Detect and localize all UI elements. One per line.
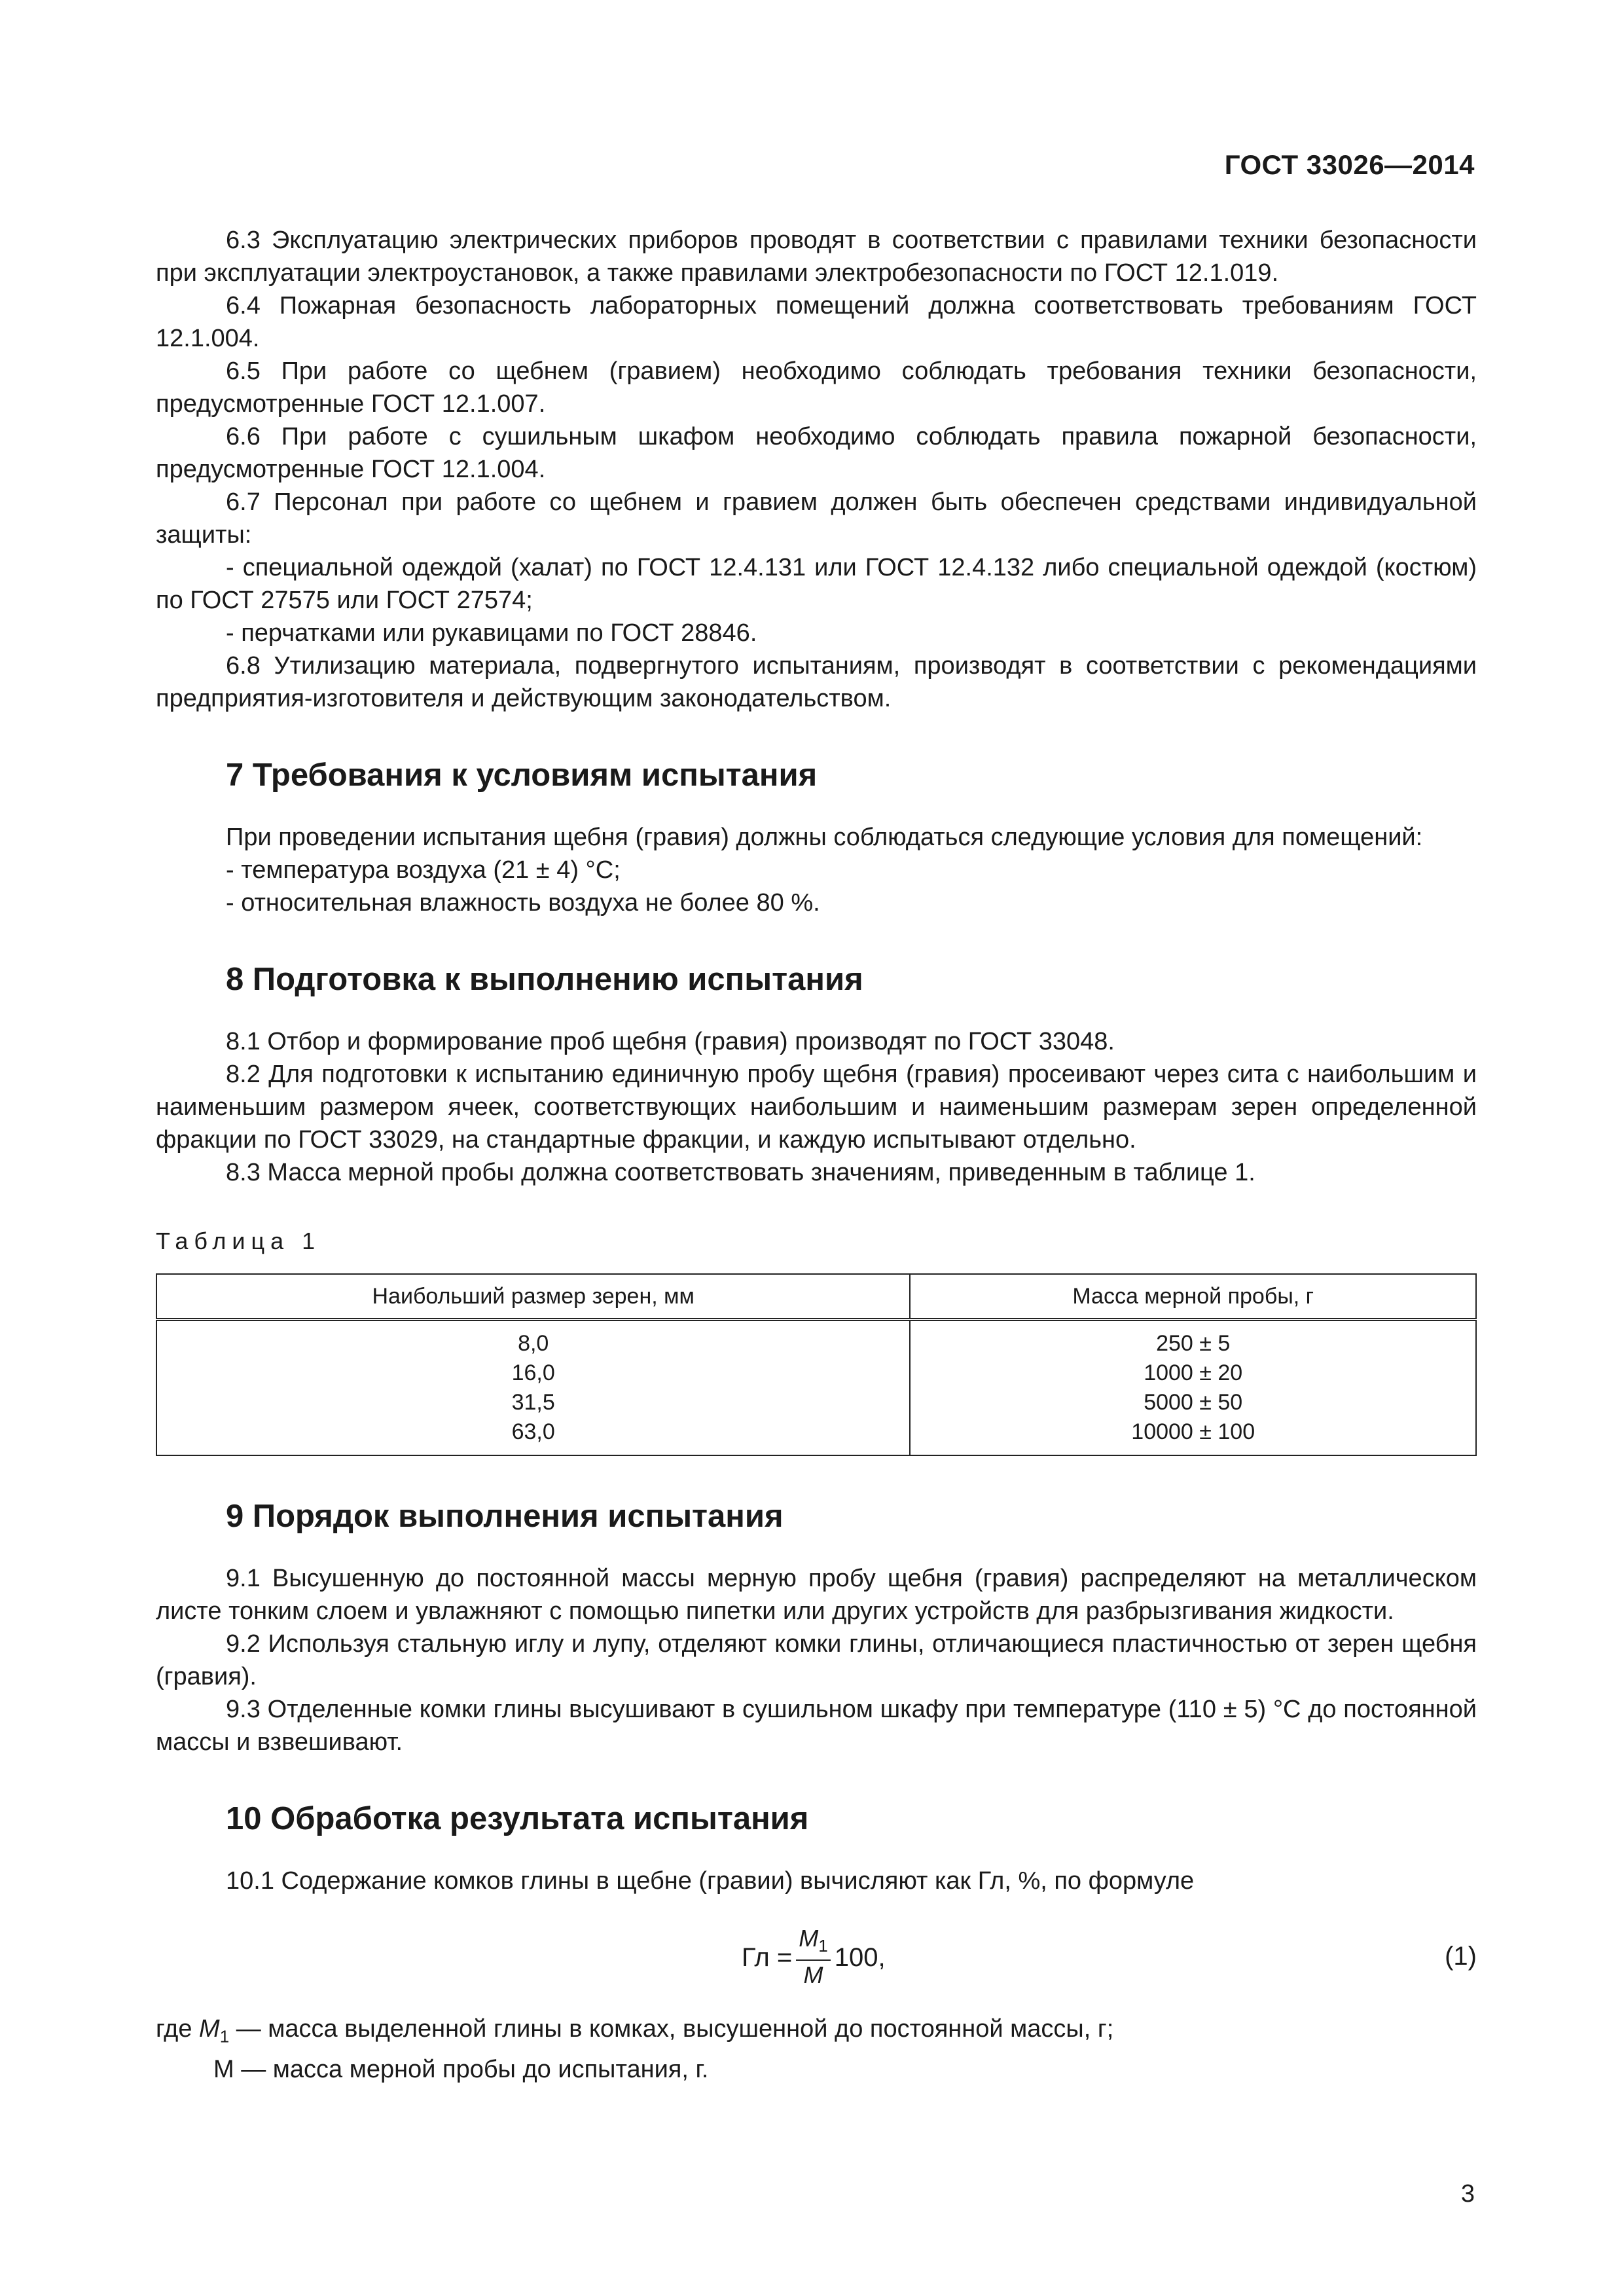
table-cell: 63,0 — [511, 1419, 555, 1444]
paragraph-6-5: 6.5 При работе со щебнем (гравием) необходимо соблюдать требования техники безопасности, предусмотренные ГОСТ 12.1.007. — [156, 357, 1477, 418]
table-cell: 1000 ± 20 — [1144, 1360, 1243, 1385]
formula-factor: 100, — [834, 1942, 886, 1972]
where-var-m1: M — [199, 2015, 220, 2043]
paragraph-8-3: 8.3 Масса мерной пробы должна соответствовать значениям, приведенным в таблице 1. — [226, 1159, 1255, 1186]
table-1 — [156, 1273, 1477, 1456]
paragraph-6-4: 6.4 Пожарная безопасность лабораторных помещений должна соответствовать требованиям ГОСТ 12.1.004. — [156, 292, 1477, 352]
table-cell: 250 ± 5 — [1156, 1331, 1231, 1356]
where-sub-m1: 1 — [219, 2026, 230, 2047]
table-header-sample-mass: Масса мерной пробы, г — [910, 1274, 1476, 1320]
where-var-m: M — [213, 2055, 234, 2083]
where-text-m1: — масса выделенной глины в комках, высушенной до постоянной массы, г; — [236, 2015, 1114, 2043]
table-cell: 16,0 — [511, 1360, 555, 1385]
formula-where-m1 — [156, 2013, 1477, 2053]
paragraph-6-8: 6.8 Утилизацию материала, подвергнутого испытаниям, производят в соответствии с рекомендациями предприятия-изготовителя и действующим законодательством. — [156, 652, 1477, 712]
paragraph-9-3: 9.3 Отделенные комки глины высушивают в сушильном шкафу при температуре (110 ± 5) °С до постоянной массы и взвешивают. — [156, 1696, 1477, 1756]
numerator-var: M — [799, 1925, 819, 1952]
condition-temperature: - температура воздуха (21 ± 4) °С; — [226, 856, 621, 884]
paragraph-6-6: 6.6 При работе с сушильным шкафом необходимо соблюдать правила пожарной безопасности, предусмотренные ГОСТ 12.1.004. — [156, 423, 1477, 483]
formula-numerator — [796, 1925, 830, 1961]
paragraph-9-2: 9.2 Используя стальную иглу и лупу, отделяют комки глины, отличающиеся пластичностью от зерен щебня (гравия). — [156, 1630, 1477, 1690]
page-content — [156, 224, 1477, 2086]
formula-where-m — [156, 2053, 1477, 2086]
table-cell: 5000 ± 50 — [1144, 1390, 1243, 1415]
section-7-heading: 7 Требования к условиям испытания — [226, 757, 818, 793]
where-prefix: где — [156, 2015, 192, 2043]
section-7-intro: При проведении испытания щебня (гравия) должны соблюдаться следующие условия для помещений: — [226, 824, 1423, 851]
list-item-protective-clothing: - специальной одеждой (халат) по ГОСТ 12.4.131 или ГОСТ 12.4.132 либо специальной одеждой (костюм) по ГОСТ 27575 или ГОСТ 27574; — [156, 554, 1477, 614]
list-item-gloves: - перчатками или рукавицами по ГОСТ 28846. — [226, 619, 757, 647]
table-cell: 10000 ± 100 — [1131, 1419, 1255, 1444]
formula-denominator: M — [803, 1961, 823, 1989]
section-9-heading: 9 Порядок выполнения испытания — [226, 1499, 784, 1534]
paragraph-10-1: 10.1 Содержание комков глины в щебне (гравии) вычисляют как Гл, %, по формуле — [226, 1867, 1195, 1895]
table-body-row — [156, 1320, 1476, 1456]
formula-1 — [156, 1917, 1477, 2009]
table-cell: 31,5 — [511, 1390, 555, 1415]
grain-size-column — [156, 1320, 910, 1456]
formula-lhs: Гл = — [742, 1942, 793, 1972]
page-number: 3 — [1460, 2180, 1475, 2208]
numerator-subscript: 1 — [818, 1936, 828, 1956]
paragraph-9-1: 9.1 Высушенную до постоянной массы мерную пробу щебня (гравия) распределяют на металлическом листе тонким слоем и увлажняют с помощью пипетки или других устройств для разбрызгивания жидкости. — [156, 1565, 1477, 1625]
standard-header: ГОСТ 33026—2014 — [1224, 149, 1475, 180]
section-10-heading: 10 Обработка результата испытания — [226, 1801, 809, 1836]
formula-fraction — [796, 1925, 830, 1990]
sample-mass-column — [910, 1320, 1476, 1456]
paragraph-8-1: 8.1 Отбор и формирование проб щебня (гравия) производят по ГОСТ 33048. — [226, 1028, 1115, 1055]
table-header-row — [156, 1274, 1476, 1320]
paragraph-6-3: 6.3 Эксплуатацию электрических приборов проводят в соответствии с правилами техники безопасности при эксплуатации электроустановок, а также правилами электробезопасности по ГОСТ 12.1.019. — [156, 227, 1477, 287]
formula-expression — [742, 1925, 886, 1990]
paragraph-8-2: 8.2 Для подготовки к испытанию единичную пробу щебня (гравия) просеивают через сита с наибольшим и наименьшим размером ячеек, соответствующих наибольшим и наименьшим размерам зерен определенной фракции по ГОСТ 33029, на стандартные фракции, и каждую испытывают отдельно. — [156, 1061, 1477, 1154]
section-8-heading: 8 Подготовка к выполнению испытания — [226, 962, 863, 997]
table-caption: Таблица 1 — [156, 1228, 321, 1254]
where-text-m: — масса мерной пробы до испытания, г. — [241, 2055, 709, 2083]
table-cell: 8,0 — [518, 1331, 549, 1356]
table-header-grain-size: Наибольший размер зерен, мм — [156, 1274, 910, 1320]
paragraph-6-7: 6.7 Персонал при работе со щебнем и гравием должен быть обеспечен средствами индивидуальной защиты: — [156, 488, 1477, 549]
formula-number: (1) — [1445, 1942, 1477, 1971]
condition-humidity: - относительная влажность воздуха не более 80 %. — [226, 889, 820, 917]
